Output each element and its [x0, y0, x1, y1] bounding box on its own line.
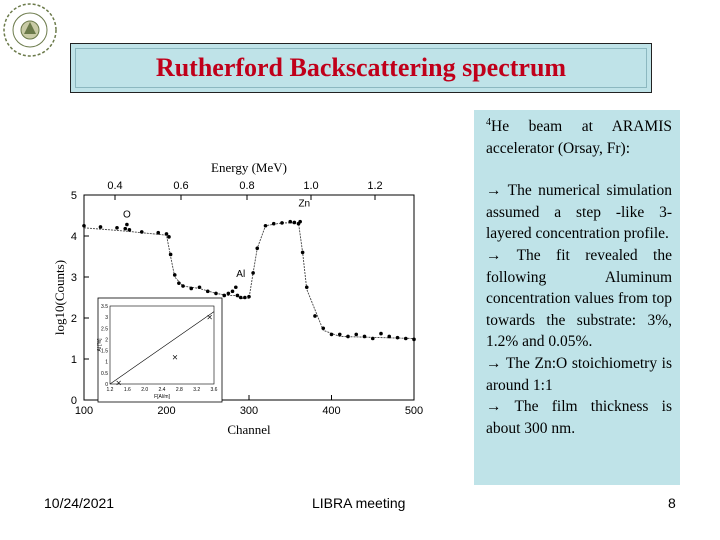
- measured-point: [181, 284, 185, 288]
- peak-annotation: Al: [236, 269, 246, 280]
- inset-y-tick-label: 1: [105, 359, 108, 366]
- y-tick-label: 1: [70, 354, 77, 366]
- top-tick-label: 0.4: [107, 180, 123, 192]
- measured-point: [243, 296, 247, 300]
- slide-title: Rutherford Backscattering spectrum: [155, 53, 567, 82]
- x-tick-label: 400: [322, 405, 341, 417]
- measured-point: [264, 224, 268, 228]
- page-number: 8: [668, 495, 676, 511]
- measured-point: [123, 227, 127, 231]
- arrow-icon: →: [486, 398, 502, 416]
- measured-point: [396, 336, 400, 340]
- measured-point: [255, 247, 259, 251]
- beam-isotope-sup: 4: [486, 116, 491, 128]
- inset-x-tick-label: 2.0: [141, 387, 149, 393]
- measured-point: [247, 295, 251, 299]
- inset-y-axis-label: Al [%]: [97, 338, 103, 352]
- university-seal-logo: [0, 0, 60, 60]
- measured-point: [236, 294, 240, 298]
- y-tick-label: 3: [70, 272, 77, 284]
- measured-point: [293, 221, 297, 225]
- inset-y-tick-label: 0.5: [101, 370, 108, 377]
- x-tick-label: 500: [404, 405, 424, 417]
- y-tick-label: 2: [70, 313, 77, 325]
- x-axis-label: Channel: [227, 422, 271, 437]
- measured-point: [189, 287, 193, 291]
- inset-y-tick-label: 0: [105, 382, 108, 388]
- measured-point: [404, 337, 408, 341]
- description-box: [474, 110, 680, 485]
- x-tick-label: 200: [157, 405, 176, 417]
- inset-x-tick-label: 3.6: [210, 387, 218, 393]
- inset-y-tick-label: 3.5: [101, 304, 108, 310]
- top-tick-label: 1.0: [303, 180, 319, 192]
- title-box: [70, 43, 652, 93]
- measured-point: [82, 224, 86, 228]
- top-tick-label: 0.6: [173, 180, 189, 192]
- measured-point: [371, 337, 375, 341]
- measured-point: [313, 314, 317, 318]
- measured-point: [156, 231, 160, 235]
- measured-point: [288, 220, 292, 224]
- beam-description: [486, 116, 672, 159]
- top-axis-label: Energy (MeV): [211, 160, 287, 175]
- top-tick-label: 0.8: [239, 180, 255, 192]
- measured-point: [222, 294, 226, 298]
- footer-center: LIBRA meeting: [312, 495, 406, 511]
- arrow-icon: →: [486, 182, 502, 200]
- measured-point: [198, 285, 202, 289]
- bullet-simulation: [486, 180, 672, 245]
- inset-x-tick-label: 3.2: [193, 387, 201, 393]
- measured-point: [412, 338, 416, 342]
- footer-date: 10/24/2021: [44, 495, 115, 511]
- measured-point: [99, 225, 103, 229]
- bullet-stoichiometry: [486, 353, 672, 396]
- peak-annotation: Zn: [298, 198, 311, 210]
- measured-point: [354, 333, 358, 337]
- measured-point: [321, 326, 325, 330]
- measured-point: [239, 296, 243, 300]
- inset-y-tick-label: 2.5: [101, 326, 108, 333]
- inset-x-tick-label: 2.4: [158, 387, 166, 393]
- measured-point: [272, 222, 276, 226]
- measured-point: [231, 290, 235, 294]
- bullet-thickness: [486, 396, 672, 439]
- inset-x-tick-label: 1.6: [123, 387, 131, 393]
- arrow-icon: →: [486, 246, 502, 264]
- measured-point: [330, 333, 334, 337]
- measured-point: [165, 232, 169, 236]
- bullet-fit-text: The fit revealed the following Aluminum concentration values from top towards the substrate: 3%, 1.2% and 0.05%.: [486, 246, 672, 351]
- top-tick-label: 1.2: [367, 180, 383, 192]
- measured-point: [301, 251, 305, 255]
- beam-description-text: He beam at ARAMIS accelerator (Orsay, Fr):: [486, 118, 672, 157]
- measured-point: [125, 223, 129, 227]
- x-tick-label: 300: [239, 405, 259, 417]
- measured-point: [251, 271, 255, 275]
- inset-x-axis-label: F[Al/m]: [154, 394, 170, 400]
- peak-annotation: O: [123, 209, 131, 221]
- bullet-thickness-text: The film thickness is about 300 nm.: [486, 398, 672, 437]
- measured-point: [169, 253, 173, 257]
- inset-y-tick-label: 1.5: [101, 348, 108, 355]
- measured-point: [298, 220, 302, 224]
- arrow-icon: →: [486, 354, 502, 372]
- measured-point: [305, 285, 309, 289]
- aluminum-inset-chart: [97, 298, 222, 402]
- measured-point: [173, 273, 177, 277]
- inset-x-tick-label: 2.8: [175, 387, 183, 393]
- measured-point: [280, 221, 284, 225]
- measured-point: [363, 335, 367, 339]
- measured-point: [227, 292, 231, 296]
- measured-point: [387, 335, 391, 339]
- y-tick-label: 5: [70, 190, 77, 202]
- inset-y-tick-label: 3: [105, 315, 108, 322]
- rbs-spectrum-figure: [52, 150, 430, 442]
- measured-point: [140, 230, 144, 234]
- y-tick-label: 0: [70, 395, 77, 407]
- measured-point: [234, 285, 238, 289]
- bullet-stoichiometry-text: The Zn:O stoichiometry is around 1:1: [486, 354, 672, 394]
- bullet-fit: [486, 245, 672, 353]
- measured-point: [206, 290, 210, 294]
- x-tick-label: 100: [74, 405, 94, 417]
- y-tick-label: 4: [70, 231, 77, 243]
- inset-y-tick-label: 2: [105, 337, 108, 344]
- measured-point: [379, 332, 383, 336]
- y-axis-label: log10(Counts): [52, 259, 67, 336]
- measured-point: [177, 281, 181, 285]
- measured-point: [128, 228, 132, 232]
- measured-point: [115, 226, 119, 230]
- inset-x-tick-label: 1.2: [106, 387, 114, 393]
- measured-point: [338, 333, 342, 337]
- measured-point: [214, 292, 218, 296]
- measured-point: [346, 335, 350, 339]
- measured-point: [167, 235, 171, 239]
- bullet-simulation-text: The numerical simulation assumed a step -like 3-layered concentration profile.: [486, 182, 672, 243]
